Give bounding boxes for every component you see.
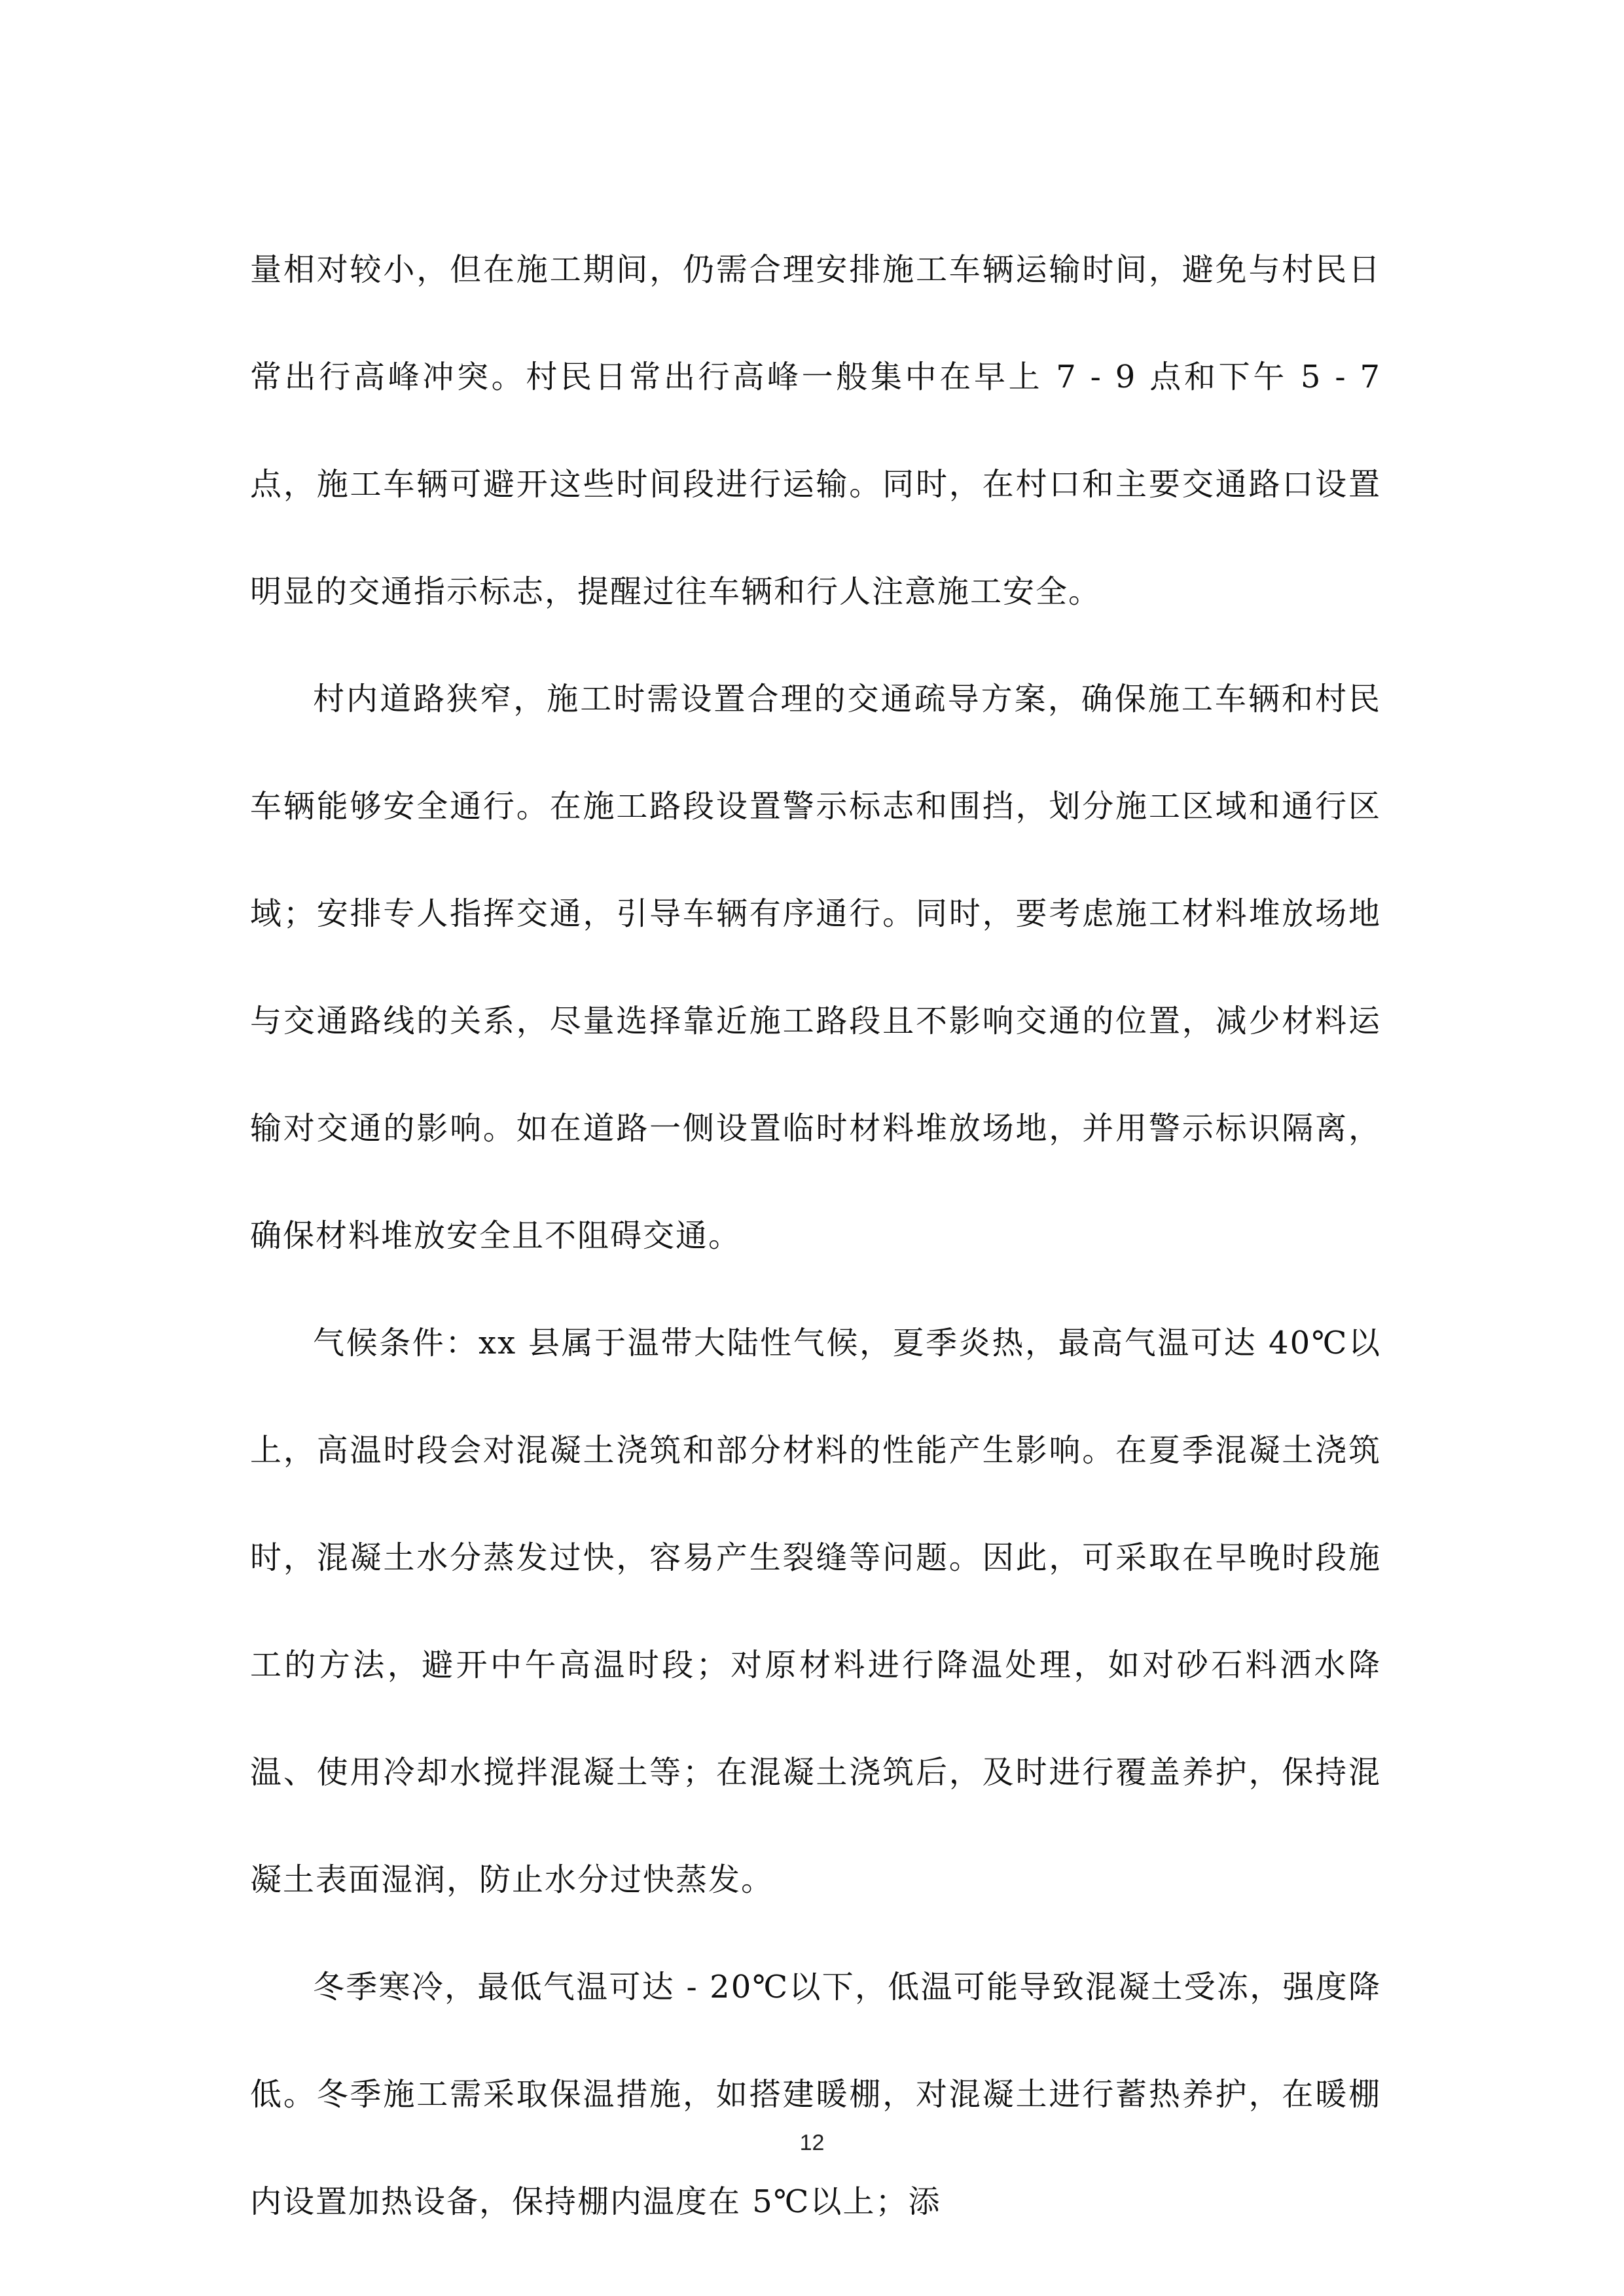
paragraph-traffic-management: 村内道路狭窄，施工时需设置合理的交通疏导方案，确保施工车辆和村民车辆能够安全通行。在施工路段设置警示标志和围挡，划分施工区域和通行区域；安排专人指挥交通，引导车辆有序通行。同时，要考虑施工材料堆放场地与交通路线的关系，尽量选择靠近施工路段且不影响交通的位置，减少材料运输对交通的影响。如在道路一侧设置临时材料堆放场地，并用警示标识隔离，确保材料堆放安全且不阻碍交通。 [250,681,1381,1254]
paragraph-climate-winter: 冬季寒冷，最低气温可达 - 20℃以下，低温可能导致混凝土受冻，强度降低。冬季施工需采取保温措施，如搭建暖棚，对混凝土进行蓄热养护，在暖棚内设置加热设备，保持棚内温度在 5℃以上；添 [250,1969,1381,2220]
body-text [250,216,1381,2255]
paragraph-traffic-schedule: 量相对较小，但在施工期间，仍需合理安排施工车辆运输时间，避免与村民日常出行高峰冲突。村民日常出行高峰一般集中在早上 7 - 9 点和下午 5 - 7 点，施工车辆可避开这些时间段进行运输。同时，在村口和主要交通路口设置明显的交通指示标志，提醒过往车辆和行人注意施工安全。 [250,251,1381,610]
paragraph-climate-summer: 气候条件：xx 县属于温带大陆性气候，夏季炎热，最高气温可达 40℃以上，高温时段会对混凝土浇筑和部分材料的性能产生影响。在夏季混凝土浇筑时，混凝土水分蒸发过快，容易产生裂缝等问题。因此，可采取在早晚时段施工的方法，避开中午高温时段；对原材料进行降温处理，如对砂石料洒水降温、使用冷却水搅拌混凝土等；在混凝土浇筑后，及时进行覆盖养护，保持混凝土表面湿润，防止水分过快蒸发。 [250,1325,1381,1898]
page-number: 12 [799,2130,825,2155]
